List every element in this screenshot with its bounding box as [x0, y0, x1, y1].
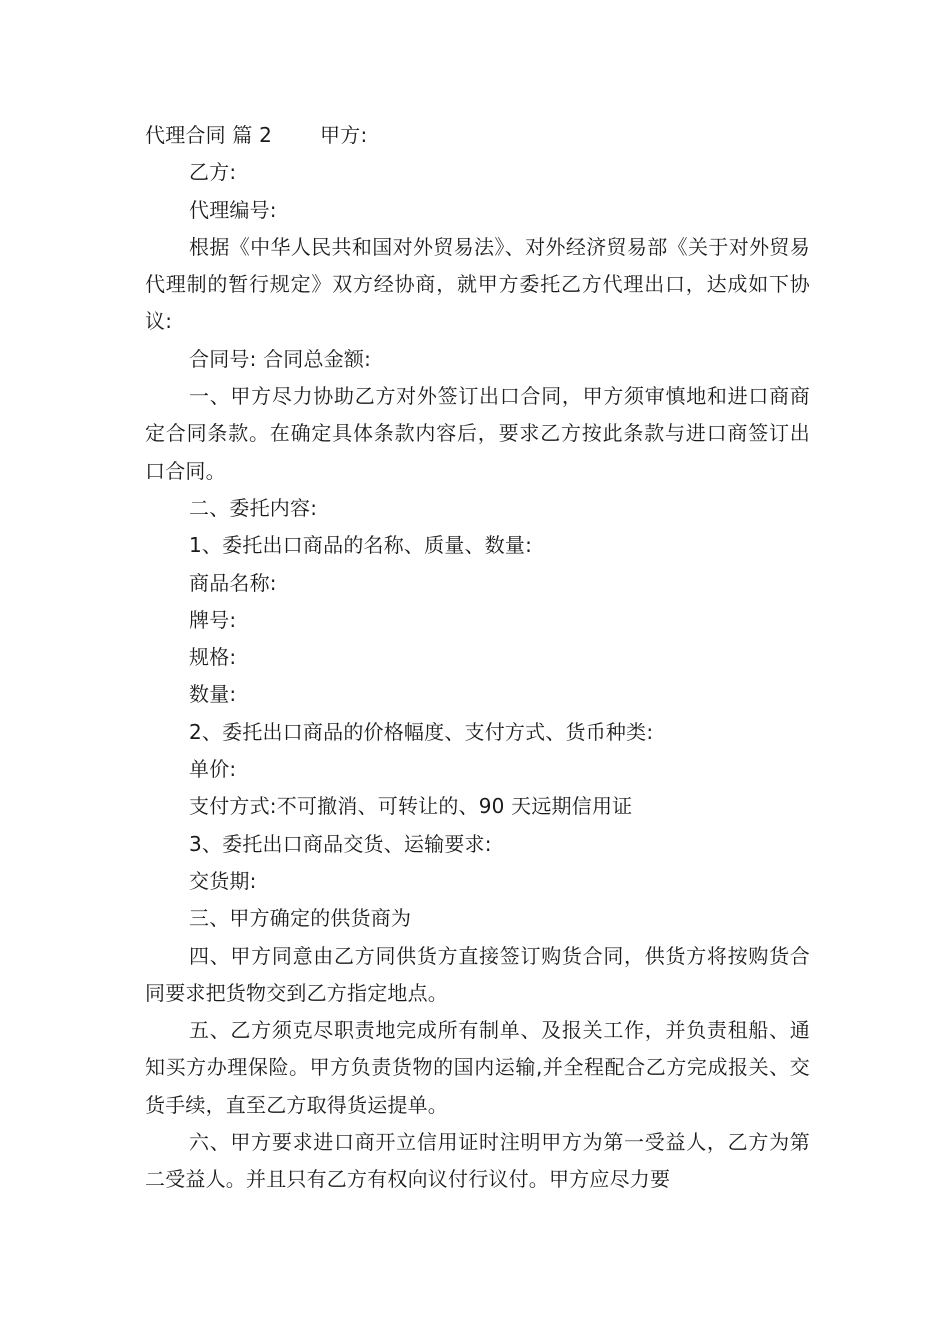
paragraph-item-2: 2、委托出口商品的价格幅度、支付方式、货币种类: [189, 719, 654, 744]
paragraph-quantity: 数量: [189, 682, 237, 707]
paragraph-contract-number: 合同号: 合同总金额: [189, 346, 372, 371]
document-title: 代理合同 篇 2 [145, 123, 273, 147]
paragraph-clause-1: 一、甲方尽力协助乙方对外签订出口合同，甲方须审慎地和进口商商定合同条款。在确定具体条款内容后，要求乙方按此条款与进口商签订出口合同。 [145, 384, 810, 483]
paragraph-clause-5: 五、乙方须克尽职责地完成所有制单、及报关工作，并负责租船、通知买方办理保险。甲方负责货物的国内运输,并全程配合乙方完成报关、交货手续，直至乙方取得货运提单。 [145, 1018, 810, 1117]
paragraph-item-1: 1、委托出口商品的名称、质量、数量: [189, 533, 533, 558]
paragraph-unit-price: 单价: [189, 757, 237, 782]
paragraph-preamble: 根据《中华人民共和国对外贸易法》、对外经济贸易部《关于对外贸易代理制的暂行规定》双方经协商，就甲方委托乙方代理出口，达成如下协议: [145, 234, 810, 334]
party-a-label: 甲方: [320, 123, 368, 147]
paragraph-clause-2-heading: 二、委托内容: [189, 495, 318, 520]
paragraph-product-name: 商品名称: [189, 570, 277, 595]
paragraph-party-b: 乙方: [189, 160, 237, 185]
paragraph-spec: 规格: [189, 645, 237, 670]
paragraph-delivery-date: 交货期: [189, 868, 257, 893]
paragraph-clause-3: 三、甲方确定的供货商为 [189, 906, 412, 931]
paragraph-clause-6: 六、甲方要求进口商开立信用证时注明甲方为第一受益人，乙方为第二受益人。并且只有乙方有权向议付行议付。甲方应尽力要 [145, 1130, 810, 1192]
paragraph-brand: 牌号: [189, 607, 237, 632]
paragraph-agency-number: 代理编号: [189, 197, 277, 222]
paragraph-payment-method: 支付方式:不可撤消、可转让的、90 天远期信用证 [189, 794, 633, 819]
paragraph-clause-4: 四、甲方同意由乙方同供货方直接签订购货合同，供货方将按购货合同要求把货物交到乙方指定地点。 [145, 943, 810, 1005]
paragraph-item-3: 3、委托出口商品交货、运输要求: [189, 831, 492, 856]
title-line [145, 117, 810, 154]
document-body [145, 117, 810, 1199]
